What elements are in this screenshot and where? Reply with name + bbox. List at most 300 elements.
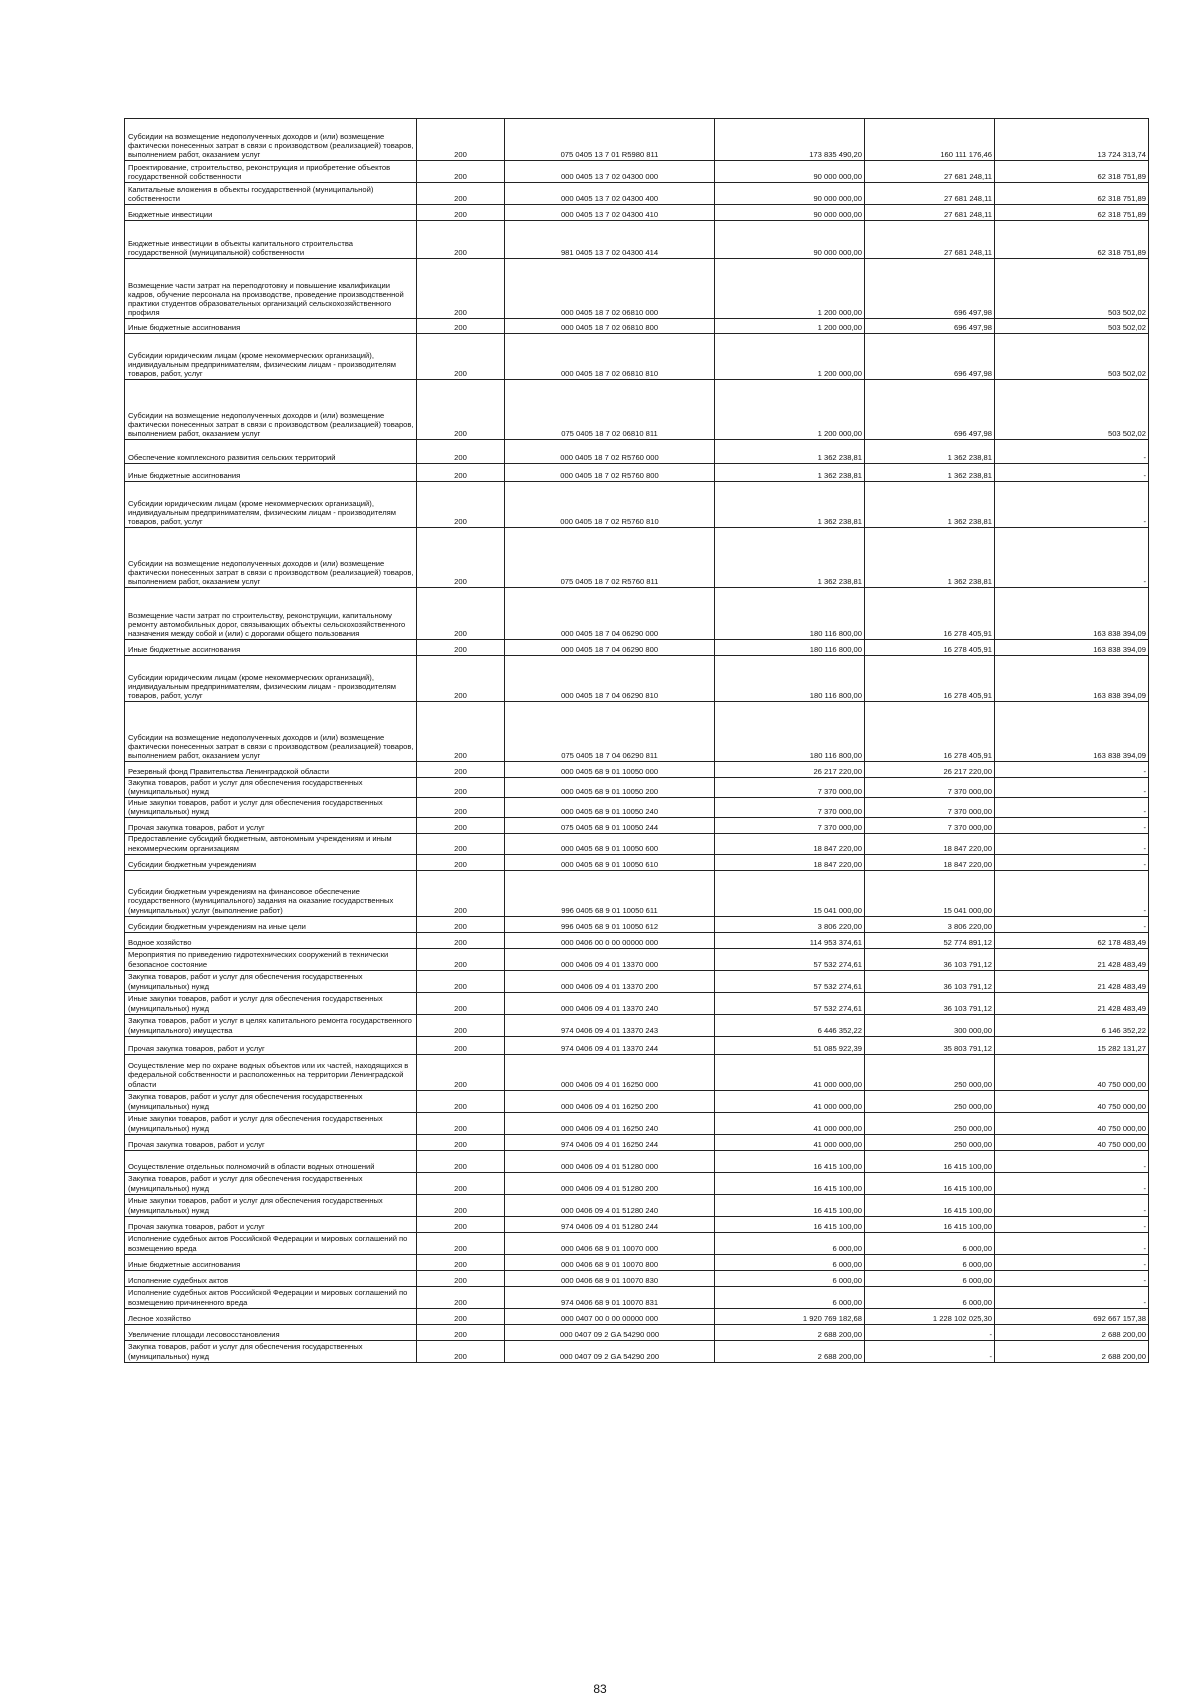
row-executed-cell: 6 000,00 [865,1232,995,1254]
row-budget-code-cell: 974 0406 09 4 01 16250 244 [505,1134,715,1150]
table-row [125,778,1149,798]
row-name-cell: Водное хозяйство [125,932,417,948]
table-row [125,588,1149,640]
row-remaining-cell: 2 688 200,00 [995,1324,1149,1340]
row-approved-cell: 180 116 800,00 [715,640,865,656]
row-remaining-cell: 503 502,02 [995,319,1149,334]
row-budget-code-cell: 974 0406 09 4 01 13370 244 [505,1036,715,1054]
row-remaining-cell: 163 838 394,09 [995,656,1149,702]
row-approved-cell: 180 116 800,00 [715,588,865,640]
row-approved-cell: 6 000,00 [715,1286,865,1308]
row-name-cell: Закупка товаров, работ и услуг для обеспечения государственных (муниципальных) нужд [125,970,417,992]
row-approved-cell: 1 920 769 182,68 [715,1308,865,1324]
table-row [125,380,1149,440]
row-executed-cell: 16 278 405,91 [865,588,995,640]
row-budget-code-cell: 000 0406 68 9 01 10070 800 [505,1254,715,1270]
table-row [125,464,1149,482]
row-approved-cell: 26 217 220,00 [715,762,865,778]
row-name-cell: Субсидии юридическим лицам (кроме некоммерческих организаций), индивидуальным предпринимателям, физическим лицам - производителям товаров, работ, услуг [125,334,417,380]
row-name-cell: Субсидии бюджетным учреждениям [125,854,417,870]
row-approved-cell: 6 000,00 [715,1270,865,1286]
row-name-cell: Предоставление субсидий бюджетным, автономным учреждениям и иным некоммерческим организациям [125,834,417,854]
row-approved-cell: 41 000 000,00 [715,1112,865,1134]
row-remaining-cell: 15 282 131,27 [995,1036,1149,1054]
table-row [125,1134,1149,1150]
row-remaining-cell: 13 724 313,74 [995,119,1149,161]
row-name-cell: Осуществление отдельных полномочий в области водных отношений [125,1150,417,1172]
table-row [125,992,1149,1014]
row-budget-code-cell: 000 0406 09 4 01 16250 240 [505,1112,715,1134]
table-row [125,762,1149,778]
table-row [125,854,1149,870]
row-line-code-cell: 200 [417,932,505,948]
row-budget-code-cell: 000 0406 09 4 01 51280 200 [505,1172,715,1194]
row-budget-code-cell: 075 0405 68 9 01 10050 244 [505,818,715,834]
row-approved-cell: 2 688 200,00 [715,1324,865,1340]
row-name-cell: Исполнение судебных актов Российской Федерации и мировых соглашений по возмещению причиненного вреда [125,1286,417,1308]
row-line-code-cell: 200 [417,183,505,205]
row-approved-cell: 180 116 800,00 [715,702,865,762]
row-executed-cell: 27 681 248,11 [865,161,995,183]
row-name-cell: Закупка товаров, работ и услуг для обеспечения государственных (муниципальных) нужд [125,1340,417,1362]
row-approved-cell: 90 000 000,00 [715,183,865,205]
table-row [125,1194,1149,1216]
row-name-cell: Капитальные вложения в объекты государственной (муниципальной) собственности [125,183,417,205]
table-row [125,640,1149,656]
row-budget-code-cell: 000 0406 09 4 01 13370 200 [505,970,715,992]
row-budget-code-cell: 075 0405 18 7 04 06290 811 [505,702,715,762]
table-row [125,970,1149,992]
row-budget-code-cell: 000 0405 18 7 02 06810 800 [505,319,715,334]
row-line-code-cell: 200 [417,834,505,854]
row-executed-cell: 300 000,00 [865,1014,995,1036]
row-budget-code-cell: 000 0407 09 2 GA 54290 200 [505,1340,715,1362]
row-line-code-cell: 200 [417,798,505,818]
row-name-cell: Иные бюджетные ассигнования [125,464,417,482]
row-approved-cell: 51 085 922,39 [715,1036,865,1054]
table-row [125,1216,1149,1232]
table-row [125,1172,1149,1194]
row-executed-cell: 15 041 000,00 [865,870,995,916]
row-line-code-cell: 200 [417,1270,505,1286]
row-remaining-cell: - [995,818,1149,834]
row-line-code-cell: 200 [417,970,505,992]
row-remaining-cell: - [995,464,1149,482]
row-name-cell: Бюджетные инвестиции в объекты капитального строительства государственной (муниципальной) собственности [125,221,417,259]
row-approved-cell: 15 041 000,00 [715,870,865,916]
row-remaining-cell: - [995,440,1149,464]
row-name-cell: Субсидии юридическим лицам (кроме некоммерческих организаций), индивидуальным предпринимателям, физическим лицам - производителям товаров, работ, услуг [125,656,417,702]
row-budget-code-cell: 000 0405 18 7 04 06290 800 [505,640,715,656]
row-remaining-cell: 2 688 200,00 [995,1340,1149,1362]
row-budget-code-cell: 000 0405 68 9 01 10050 610 [505,854,715,870]
row-executed-cell: 160 111 176,46 [865,119,995,161]
row-budget-code-cell: 075 0405 18 7 02 R5760 811 [505,528,715,588]
table-body [125,119,1149,1363]
row-remaining-cell: 40 750 000,00 [995,1054,1149,1090]
row-name-cell: Проектирование, строительство, реконструкция и приобретение объектов государственной собственности [125,161,417,183]
row-line-code-cell: 200 [417,464,505,482]
row-line-code-cell: 200 [417,1324,505,1340]
row-name-cell: Лесное хозяйство [125,1308,417,1324]
row-remaining-cell: - [995,762,1149,778]
row-executed-cell: 26 217 220,00 [865,762,995,778]
table-row [125,932,1149,948]
row-remaining-cell: 21 428 483,49 [995,992,1149,1014]
row-approved-cell: 57 532 274,61 [715,948,865,970]
row-line-code-cell: 200 [417,1340,505,1362]
table-row [125,870,1149,916]
row-executed-cell: 250 000,00 [865,1054,995,1090]
row-line-code-cell: 200 [417,482,505,528]
table-row [125,183,1149,205]
row-executed-cell: 1 362 238,81 [865,528,995,588]
row-remaining-cell: - [995,916,1149,932]
row-line-code-cell: 200 [417,948,505,970]
row-approved-cell: 16 415 100,00 [715,1150,865,1172]
row-budget-code-cell: 000 0406 09 4 01 16250 000 [505,1054,715,1090]
row-executed-cell: 16 278 405,91 [865,656,995,702]
row-remaining-cell: - [995,1150,1149,1172]
row-line-code-cell: 200 [417,1134,505,1150]
row-line-code-cell: 200 [417,762,505,778]
row-remaining-cell: - [995,528,1149,588]
row-remaining-cell: - [995,1286,1149,1308]
row-name-cell: Прочая закупка товаров, работ и услуг [125,818,417,834]
row-name-cell: Возмещение части затрат по строительству, реконструкции, капитальному ремонту автомобильных дорог, связывающих объекты сельскохозяйственного назначения между собой и (или) с дорогами общего пользования [125,588,417,640]
row-budget-code-cell: 000 0405 18 7 04 06290 810 [505,656,715,702]
row-budget-code-cell: 000 0405 68 9 01 10050 200 [505,778,715,798]
row-line-code-cell: 200 [417,528,505,588]
row-line-code-cell: 200 [417,1150,505,1172]
row-approved-cell: 114 953 374,61 [715,932,865,948]
row-budget-code-cell: 000 0406 00 0 00 00000 000 [505,932,715,948]
row-remaining-cell: 6 146 352,22 [995,1014,1149,1036]
row-remaining-cell: 503 502,02 [995,259,1149,319]
row-remaining-cell: - [995,482,1149,528]
row-budget-code-cell: 000 0405 18 7 02 R5760 810 [505,482,715,528]
table-row [125,916,1149,932]
row-line-code-cell: 200 [417,1232,505,1254]
table-row [125,221,1149,259]
table-row [125,818,1149,834]
row-budget-code-cell: 000 0405 18 7 02 06810 000 [505,259,715,319]
row-name-cell: Прочая закупка товаров, работ и услуг [125,1216,417,1232]
row-line-code-cell: 200 [417,702,505,762]
row-remaining-cell: - [995,854,1149,870]
row-line-code-cell: 200 [417,221,505,259]
row-name-cell: Субсидии юридическим лицам (кроме некоммерческих организаций), индивидуальным предпринимателям, физическим лицам - производителям товаров, работ, услуг [125,482,417,528]
table-row [125,1254,1149,1270]
row-line-code-cell: 200 [417,1308,505,1324]
row-executed-cell: 36 103 791,12 [865,992,995,1014]
row-executed-cell: - [865,1340,995,1362]
row-executed-cell: 7 370 000,00 [865,818,995,834]
row-approved-cell: 16 415 100,00 [715,1172,865,1194]
row-executed-cell: 250 000,00 [865,1112,995,1134]
row-approved-cell: 16 415 100,00 [715,1194,865,1216]
row-remaining-cell: 62 318 751,89 [995,221,1149,259]
row-budget-code-cell: 981 0405 13 7 02 04300 414 [505,221,715,259]
row-remaining-cell: 62 318 751,89 [995,161,1149,183]
row-remaining-cell: 163 838 394,09 [995,702,1149,762]
row-remaining-cell: 62 318 751,89 [995,205,1149,221]
row-line-code-cell: 200 [417,1014,505,1036]
row-line-code-cell: 200 [417,640,505,656]
row-line-code-cell: 200 [417,1286,505,1308]
row-executed-cell: 16 415 100,00 [865,1194,995,1216]
row-executed-cell: - [865,1324,995,1340]
row-remaining-cell: - [995,1194,1149,1216]
row-approved-cell: 1 200 000,00 [715,319,865,334]
row-budget-code-cell: 075 0405 13 7 01 R5980 811 [505,119,715,161]
row-budget-code-cell: 000 0405 13 7 02 04300 000 [505,161,715,183]
table-row [125,702,1149,762]
row-executed-cell: 16 415 100,00 [865,1172,995,1194]
row-name-cell: Закупка товаров, работ и услуг для обеспечения государственных (муниципальных) нужд [125,1090,417,1112]
table-row [125,1014,1149,1036]
row-line-code-cell: 200 [417,119,505,161]
row-executed-cell: 52 774 891,12 [865,932,995,948]
row-remaining-cell: - [995,834,1149,854]
row-approved-cell: 1 362 238,81 [715,528,865,588]
table-row [125,205,1149,221]
row-name-cell: Исполнение судебных актов [125,1270,417,1286]
row-budget-code-cell: 000 0405 13 7 02 04300 400 [505,183,715,205]
row-budget-code-cell: 000 0405 68 9 01 10050 240 [505,798,715,818]
row-budget-code-cell: 000 0405 18 7 04 06290 000 [505,588,715,640]
table-row [125,834,1149,854]
row-line-code-cell: 200 [417,1194,505,1216]
table-row [125,1270,1149,1286]
row-approved-cell: 57 532 274,61 [715,970,865,992]
table-row [125,161,1149,183]
row-approved-cell: 1 362 238,81 [715,482,865,528]
row-remaining-cell: 163 838 394,09 [995,640,1149,656]
row-executed-cell: 27 681 248,11 [865,183,995,205]
budget-execution-table [124,118,1149,1363]
row-name-cell: Субсидии на возмещение недополученных доходов и (или) возмещение фактически понесенных затрат в связи с производством (реализацией) товаров, выполнением работ, оказанием услуг [125,702,417,762]
row-approved-cell: 7 370 000,00 [715,798,865,818]
row-approved-cell: 1 362 238,81 [715,440,865,464]
row-approved-cell: 2 688 200,00 [715,1340,865,1362]
row-line-code-cell: 200 [417,161,505,183]
row-name-cell: Иные закупки товаров, работ и услуг для обеспечения государственных (муниципальных) нужд [125,992,417,1014]
row-executed-cell: 250 000,00 [865,1134,995,1150]
row-budget-code-cell: 000 0406 09 4 01 13370 240 [505,992,715,1014]
row-executed-cell: 16 278 405,91 [865,640,995,656]
row-line-code-cell: 200 [417,588,505,640]
row-budget-code-cell: 000 0406 09 4 01 51280 240 [505,1194,715,1216]
row-remaining-cell: 21 428 483,49 [995,948,1149,970]
row-approved-cell: 1 200 000,00 [715,259,865,319]
row-remaining-cell: 40 750 000,00 [995,1090,1149,1112]
row-remaining-cell: 40 750 000,00 [995,1134,1149,1150]
row-remaining-cell: 503 502,02 [995,380,1149,440]
row-approved-cell: 7 370 000,00 [715,778,865,798]
row-line-code-cell: 200 [417,870,505,916]
row-line-code-cell: 200 [417,1112,505,1134]
row-executed-cell: 1 362 238,81 [865,482,995,528]
row-name-cell: Субсидии на возмещение недополученных доходов и (или) возмещение фактически понесенных затрат в связи с производством (реализацией) товаров, выполнением работ, оказанием услуг [125,528,417,588]
table-row [125,1340,1149,1362]
row-budget-code-cell: 000 0405 18 7 02 06810 810 [505,334,715,380]
row-name-cell: Закупка товаров, работ и услуг для обеспечения государственных (муниципальных) нужд [125,1172,417,1194]
row-name-cell: Субсидии на возмещение недополученных доходов и (или) возмещение фактически понесенных затрат в связи с производством (реализацией) товаров, выполнением работ, оказанием услуг [125,119,417,161]
row-name-cell: Осуществление мер по охране водных объектов или их частей, находящихся в федеральной собственности и расположенных на территории Ленинградской области [125,1054,417,1090]
row-name-cell: Иные бюджетные ассигнования [125,319,417,334]
row-remaining-cell: - [995,1216,1149,1232]
row-approved-cell: 1 362 238,81 [715,464,865,482]
table-row [125,1324,1149,1340]
row-executed-cell: 6 000,00 [865,1270,995,1286]
row-executed-cell: 36 103 791,12 [865,970,995,992]
row-remaining-cell: 62 178 483,49 [995,932,1149,948]
row-approved-cell: 180 116 800,00 [715,656,865,702]
row-remaining-cell: 163 838 394,09 [995,588,1149,640]
row-line-code-cell: 200 [417,259,505,319]
row-line-code-cell: 200 [417,1172,505,1194]
table-row [125,119,1149,161]
row-name-cell: Закупка товаров, работ и услуг для обеспечения государственных (муниципальных) нужд [125,778,417,798]
table-row [125,528,1149,588]
row-line-code-cell: 200 [417,778,505,798]
row-line-code-cell: 200 [417,205,505,221]
row-approved-cell: 1 200 000,00 [715,380,865,440]
row-line-code-cell: 200 [417,854,505,870]
row-name-cell: Прочая закупка товаров, работ и услуг [125,1036,417,1054]
row-budget-code-cell: 974 0406 09 4 01 13370 243 [505,1014,715,1036]
row-budget-code-cell: 996 0405 68 9 01 10050 612 [505,916,715,932]
row-budget-code-cell: 000 0405 68 9 01 10050 600 [505,834,715,854]
table-row [125,259,1149,319]
row-budget-code-cell: 000 0405 68 9 01 10050 000 [505,762,715,778]
table-row [125,482,1149,528]
row-approved-cell: 6 446 352,22 [715,1014,865,1036]
row-remaining-cell: 40 750 000,00 [995,1112,1149,1134]
table-row [125,948,1149,970]
row-executed-cell: 16 415 100,00 [865,1150,995,1172]
row-budget-code-cell: 000 0406 09 4 01 51280 000 [505,1150,715,1172]
row-budget-code-cell: 000 0405 18 7 02 R5760 800 [505,464,715,482]
row-remaining-cell: - [995,870,1149,916]
table-row [125,1232,1149,1254]
row-remaining-cell: 21 428 483,49 [995,970,1149,992]
row-executed-cell: 696 497,98 [865,334,995,380]
row-executed-cell: 36 103 791,12 [865,948,995,970]
row-executed-cell: 696 497,98 [865,319,995,334]
row-approved-cell: 7 370 000,00 [715,818,865,834]
row-name-cell: Иные закупки товаров, работ и услуг для обеспечения государственных (муниципальных) нужд [125,798,417,818]
row-line-code-cell: 200 [417,1054,505,1090]
row-remaining-cell: - [995,798,1149,818]
row-line-code-cell: 200 [417,1254,505,1270]
row-line-code-cell: 200 [417,334,505,380]
row-approved-cell: 57 532 274,61 [715,992,865,1014]
table-row [125,1286,1149,1308]
table-row [125,1112,1149,1134]
table-row [125,1308,1149,1324]
row-budget-code-cell: 000 0405 13 7 02 04300 410 [505,205,715,221]
row-budget-code-cell: 075 0405 18 7 02 06810 811 [505,380,715,440]
row-executed-cell: 3 806 220,00 [865,916,995,932]
row-name-cell: Субсидии бюджетным учреждениям на финансовое обеспечение государственного (муниципального) задания на оказание государственных (муниципальных) услуг (выполнение работ) [125,870,417,916]
row-approved-cell: 16 415 100,00 [715,1216,865,1232]
row-budget-code-cell: 000 0406 68 9 01 10070 830 [505,1270,715,1286]
row-executed-cell: 27 681 248,11 [865,221,995,259]
row-name-cell: Иные закупки товаров, работ и услуг для обеспечения государственных (муниципальных) нужд [125,1194,417,1216]
row-executed-cell: 16 278 405,91 [865,702,995,762]
row-executed-cell: 7 370 000,00 [865,778,995,798]
row-budget-code-cell: 996 0405 68 9 01 10050 611 [505,870,715,916]
table-row [125,656,1149,702]
row-executed-cell: 27 681 248,11 [865,205,995,221]
row-line-code-cell: 200 [417,440,505,464]
row-name-cell: Иные бюджетные ассигнования [125,640,417,656]
row-executed-cell: 7 370 000,00 [865,798,995,818]
row-executed-cell: 1 228 102 025,30 [865,1308,995,1324]
row-remaining-cell: 692 667 157,38 [995,1308,1149,1324]
row-name-cell: Увеличение площади лесовосстановления [125,1324,417,1340]
row-remaining-cell: 62 318 751,89 [995,183,1149,205]
row-approved-cell: 1 200 000,00 [715,334,865,380]
row-executed-cell: 1 362 238,81 [865,440,995,464]
row-remaining-cell: - [995,1232,1149,1254]
row-line-code-cell: 200 [417,818,505,834]
row-budget-code-cell: 974 0406 68 9 01 10070 831 [505,1286,715,1308]
row-line-code-cell: 200 [417,1216,505,1232]
row-approved-cell: 41 000 000,00 [715,1054,865,1090]
row-approved-cell: 90 000 000,00 [715,221,865,259]
row-line-code-cell: 200 [417,1090,505,1112]
table-row [125,1090,1149,1112]
row-budget-code-cell: 974 0406 09 4 01 51280 244 [505,1216,715,1232]
row-budget-code-cell: 000 0405 18 7 02 R5760 000 [505,440,715,464]
row-budget-code-cell: 000 0406 09 4 01 16250 200 [505,1090,715,1112]
row-executed-cell: 1 362 238,81 [865,464,995,482]
row-approved-cell: 173 835 490,20 [715,119,865,161]
row-remaining-cell: - [995,778,1149,798]
row-executed-cell: 696 497,98 [865,259,995,319]
row-line-code-cell: 200 [417,319,505,334]
row-approved-cell: 41 000 000,00 [715,1134,865,1150]
row-remaining-cell: - [995,1270,1149,1286]
table-row [125,440,1149,464]
row-name-cell: Исполнение судебных актов Российской Федерации и мировых соглашений по возмещению вреда [125,1232,417,1254]
row-budget-code-cell: 000 0406 09 4 01 13370 000 [505,948,715,970]
row-approved-cell: 6 000,00 [715,1232,865,1254]
row-executed-cell: 696 497,98 [865,380,995,440]
row-executed-cell: 6 000,00 [865,1286,995,1308]
row-budget-code-cell: 000 0407 09 2 GA 54290 000 [505,1324,715,1340]
row-executed-cell: 18 847 220,00 [865,854,995,870]
row-approved-cell: 18 847 220,00 [715,834,865,854]
row-name-cell: Иные бюджетные ассигнования [125,1254,417,1270]
row-line-code-cell: 200 [417,1036,505,1054]
row-approved-cell: 90 000 000,00 [715,161,865,183]
page-number: 83 [593,1682,607,1696]
table-row [125,1150,1149,1172]
table-row [125,319,1149,334]
table-row [125,334,1149,380]
row-executed-cell: 16 415 100,00 [865,1216,995,1232]
row-executed-cell: 6 000,00 [865,1254,995,1270]
row-approved-cell: 6 000,00 [715,1254,865,1270]
row-approved-cell: 41 000 000,00 [715,1090,865,1112]
row-name-cell: Мероприятия по приведению гидротехнических сооружений в технически безопасное состояние [125,948,417,970]
row-remaining-cell: - [995,1172,1149,1194]
row-line-code-cell: 200 [417,916,505,932]
